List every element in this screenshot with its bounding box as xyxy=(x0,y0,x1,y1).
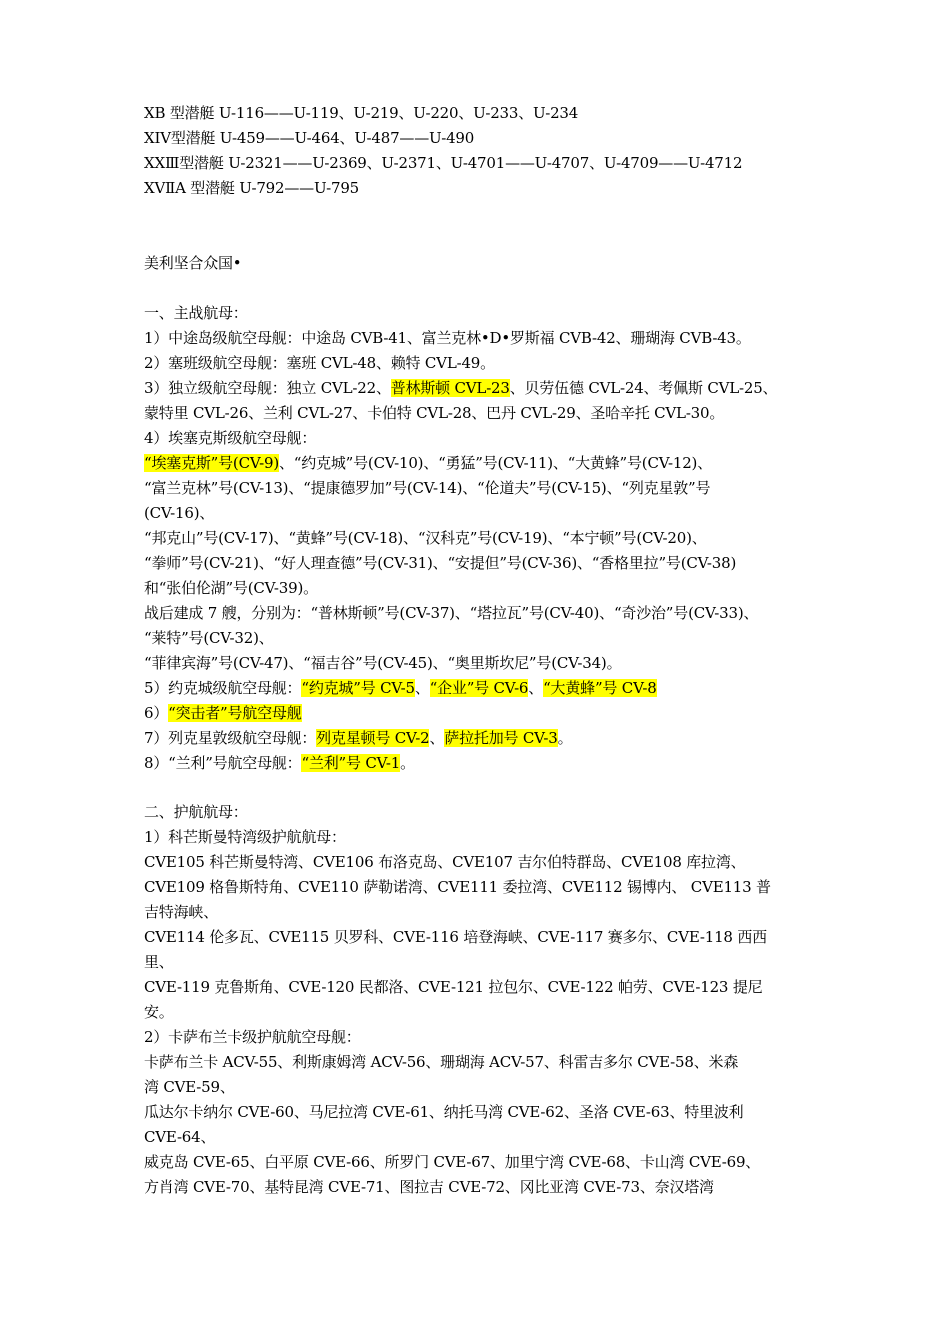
text-line xyxy=(144,975,814,1000)
text-run: ⅩB 型潜艇 U-116——U-119、U-219、U-220、U-233、U-234 xyxy=(144,104,579,122)
text-run: 、 xyxy=(414,679,430,697)
text-line xyxy=(144,1100,814,1125)
text-line xyxy=(144,800,814,825)
text-line xyxy=(144,251,814,276)
text-line xyxy=(144,850,814,875)
text-run: ⅩⅠⅤ型潜艇 U-459——U-464、U-487——U-490 xyxy=(144,129,475,147)
text-line xyxy=(144,701,814,726)
text-line xyxy=(144,1150,814,1175)
text-line xyxy=(144,426,814,451)
text-line xyxy=(144,676,814,701)
highlighted-text: “企业”号 CV-6 xyxy=(429,679,529,697)
highlighted-text: “突击者”号航空母舰 xyxy=(168,704,302,722)
text-line xyxy=(144,1000,814,1025)
text-line xyxy=(144,950,814,975)
text-run: 5）约克城级航空母舰： xyxy=(144,679,302,697)
text-line xyxy=(144,1025,814,1050)
text-run: 二、护航航母： xyxy=(144,803,248,821)
text-run: 2）塞班级航空母舰：塞班 CVL-48、赖特 CVL-49。 xyxy=(144,354,495,372)
text-run: 。 xyxy=(557,729,573,747)
text-line xyxy=(144,1050,814,1075)
text-run: 战后建成 7 艘，分别为：“普林斯顿”号(CV-37)、“塔拉瓦”号(CV-40)、“奇沙治”号(CV-33)、 xyxy=(144,604,759,622)
text-line xyxy=(144,301,814,326)
text-run: 湾 CVE-59、 xyxy=(144,1078,235,1096)
text-line xyxy=(144,551,814,576)
text-run: 、“约克城”号(CV-10)、“勇猛”号(CV-11)、“大黄蜂”号(CV-12)、 xyxy=(279,454,712,472)
text-line xyxy=(144,626,814,651)
highlighted-text: “大黄蜂”号 CV-8 xyxy=(543,679,657,697)
text-run: CVE114 伦多瓦、CVE115 贝罗科、CVE-116 培登海峡、CVE-117 赛多尔、CVE-118 西西 xyxy=(144,928,767,946)
highlighted-text: 列克星顿号 CV-2 xyxy=(316,729,430,747)
text-line xyxy=(144,476,814,501)
text-line xyxy=(144,376,814,401)
text-run: 3）独立级航空母舰：独立 CVL-22、 xyxy=(144,379,391,397)
text-run: CVE-119 克鲁斯角、CVE-120 民都洛、CVE-121 拉包尔、CVE-122 帕劳、CVE-123 提尼 xyxy=(144,978,763,996)
text-run: 安。 xyxy=(144,1003,174,1021)
text-run: “拳师”号(CV-21)、“好人理查德”号(CV-31)、“安提但”号(CV-36)、“香格里拉”号(CV-38) xyxy=(144,554,737,572)
text-run: 吉特海峡、 xyxy=(144,903,219,921)
text-line xyxy=(144,576,814,601)
highlighted-text: “埃塞克斯”号(CV-9) xyxy=(144,454,279,472)
text-run: 8）“兰利”号航空母舰： xyxy=(144,754,302,772)
highlighted-text: “约克城”号 CV-5 xyxy=(301,679,415,697)
text-line xyxy=(144,351,814,376)
text-run: CVE105 科芒斯曼特湾、CVE106 布洛克岛、CVE107 吉尔伯特群岛、CVE108 库拉湾、 xyxy=(144,853,746,871)
text-run: 2）卡萨布兰卡级护航航空母舰： xyxy=(144,1028,361,1046)
text-run: 7）列克星敦级航空母舰： xyxy=(144,729,317,747)
text-line xyxy=(144,925,814,950)
text-run: “莱特”号(CV-32)、 xyxy=(144,629,274,647)
text-run: 里、 xyxy=(144,953,174,971)
text-run: “菲律宾海”号(CV-47)、“福吉谷”号(CV-45)、“奥里斯坎尼”号(CV-34)。 xyxy=(144,654,622,672)
text-run: 和“张伯伦湖”号(CV-39)。 xyxy=(144,579,318,597)
text-run: 6） xyxy=(144,704,169,722)
text-line xyxy=(144,825,814,850)
text-run: (CV-16)、 xyxy=(144,504,215,522)
text-run: 方肖湾 CVE-70、基特昆湾 CVE-71、图拉吉 CVE-72、冈比亚湾 CVE-73、奈汉塔湾 xyxy=(144,1178,714,1196)
text-line xyxy=(144,451,814,476)
text-line xyxy=(144,875,814,900)
text-line xyxy=(144,176,814,201)
highlighted-text: 普林斯顿 CVL-23 xyxy=(390,379,510,397)
text-line xyxy=(144,726,814,751)
text-line xyxy=(144,1125,814,1150)
text-line xyxy=(144,751,814,776)
text-run: 蒙特里 CVL-26、兰利 CVL-27、卡伯特 CVL-28、巴丹 CVL-29、圣哈辛托 CVL-30。 xyxy=(144,404,725,422)
text-run: “邦克山”号(CV-17)、“黄蜂”号(CV-18)、“汉科克”号(CV-19)、“本宁顿”号(CV-20)、 xyxy=(144,529,707,547)
text-run: ⅩⅩⅢ型潜艇 U-2321——U-2369、U-2371、U-4701——U-4707、U-4709——U-4712 xyxy=(144,154,743,172)
text-run: 卡萨布兰卡 ACV-55、利斯康姆湾 ACV-56、珊瑚海 ACV-57、科雷吉多尔 CVE-58、米森 xyxy=(144,1053,739,1071)
text-line xyxy=(144,900,814,925)
text-line xyxy=(144,151,814,176)
text-line xyxy=(144,526,814,551)
text-run: CVE-64、 xyxy=(144,1128,216,1146)
highlighted-text: “兰利”号 CV-1 xyxy=(301,754,401,772)
text-run: 、 xyxy=(528,679,544,697)
text-run: 4）埃塞克斯级航空母舰： xyxy=(144,429,317,447)
text-line xyxy=(144,1075,814,1100)
text-line xyxy=(144,101,814,126)
text-run: 威克岛 CVE-65、白平原 CVE-66、所罗门 CVE-67、加里宁湾 CVE-68、卡山湾 CVE-69、 xyxy=(144,1153,761,1171)
text-run: 、贝劳伍德 CVL-24、考佩斯 CVL-25、 xyxy=(509,379,778,397)
text-run: ⅩⅤⅡA 型潜艇 U-792——U-795 xyxy=(144,179,360,197)
text-run: 。 xyxy=(400,754,415,772)
text-line xyxy=(144,1175,814,1200)
text-run: 1）科芒斯曼特湾级护航航母： xyxy=(144,828,346,846)
text-run: 1）中途岛级航空母舰：中途岛 CVB-41、富兰克林•D•罗斯福 CVB-42、珊瑚海 CVB-43。 xyxy=(144,329,751,347)
text-run: 瓜达尔卡纳尔 CVE-60、马尼拉湾 CVE-61、纳托马湾 CVE-62、圣洛 CVE-63、特里波利 xyxy=(144,1103,744,1121)
text-run: “富兰克林”号(CV-13)、“提康德罗加”号(CV-14)、“伦道夫”号(CV-15)、“列克星敦”号 xyxy=(144,479,711,497)
text-run: 、 xyxy=(429,729,445,747)
text-line xyxy=(144,501,814,526)
text-line xyxy=(144,601,814,626)
text-line xyxy=(144,651,814,676)
text-line xyxy=(144,126,814,151)
text-run: 一、主战航母： xyxy=(144,304,248,322)
text-line xyxy=(144,326,814,351)
highlighted-text: 萨拉托加号 CV-3 xyxy=(444,729,558,747)
text-run: 美利坚合众国• xyxy=(144,254,242,272)
text-line xyxy=(144,401,814,426)
text-run: CVE109 格鲁斯特角、CVE110 萨勒诺湾、CVE111 委拉湾、CVE112 锡博内、 CVE113 普 xyxy=(144,878,771,896)
